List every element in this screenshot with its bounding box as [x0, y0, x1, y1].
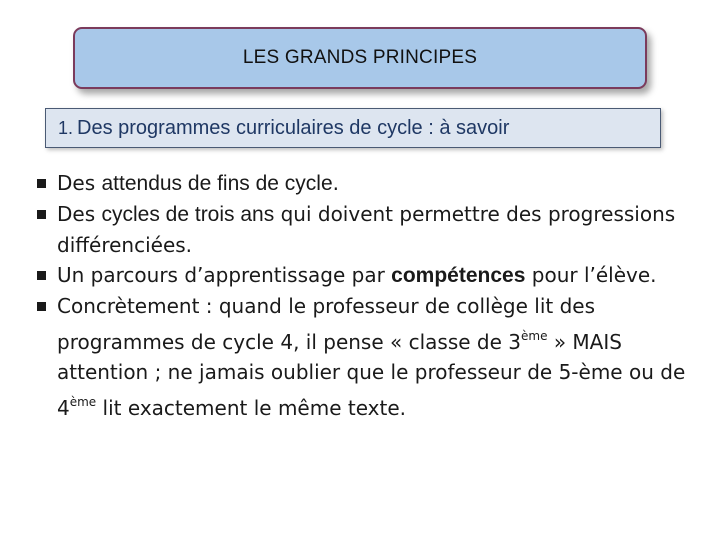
- bullet-highlight: attendus de fins de cycle: [101, 172, 333, 195]
- bullet-text: lit exactement le même texte.: [96, 396, 407, 420]
- bullet-text: » MAIS attention ; ne jamais oublier que le professeur de 5-ème ou de 4: [57, 330, 686, 420]
- superscript: ème: [521, 329, 548, 343]
- bullet-text: pour l’élève.: [525, 263, 657, 287]
- subtitle-box: [45, 108, 661, 148]
- bullet-item-parcours: [37, 260, 697, 291]
- bullet-text: .: [332, 171, 339, 195]
- title-box: [73, 27, 647, 89]
- superscript: ème: [69, 395, 97, 409]
- page-title: LES GRANDS PRINCIPES: [242, 47, 478, 68]
- square-bullet-icon: [37, 271, 46, 280]
- bullet-item-cycles: [37, 199, 697, 260]
- bullet-highlight: compétences: [391, 264, 526, 287]
- bullet-item-attendus: [37, 168, 697, 199]
- bullet-text: Concrètement : quand le professeur de collège lit des programmes de cycle 4, il pense « classe de 3: [57, 294, 595, 354]
- square-bullet-icon: [37, 210, 46, 219]
- subtitle-text: Des programmes curriculaires de cycle : à savoir: [77, 116, 510, 139]
- bullet-text: Des: [57, 171, 102, 195]
- bullet-item-concretement: [37, 291, 697, 423]
- bullet-highlight: cycles de trois ans: [101, 203, 275, 226]
- subtitle-number: 1.: [58, 117, 74, 138]
- square-bullet-icon: [37, 179, 46, 188]
- bullet-text: qui doivent permettre des progressions différenciées.: [57, 202, 676, 257]
- bullet-text: Des: [57, 202, 102, 226]
- square-bullet-icon: [37, 302, 46, 311]
- bullet-text: Un parcours d’apprentissage par: [57, 263, 392, 287]
- bullet-list: [37, 168, 697, 423]
